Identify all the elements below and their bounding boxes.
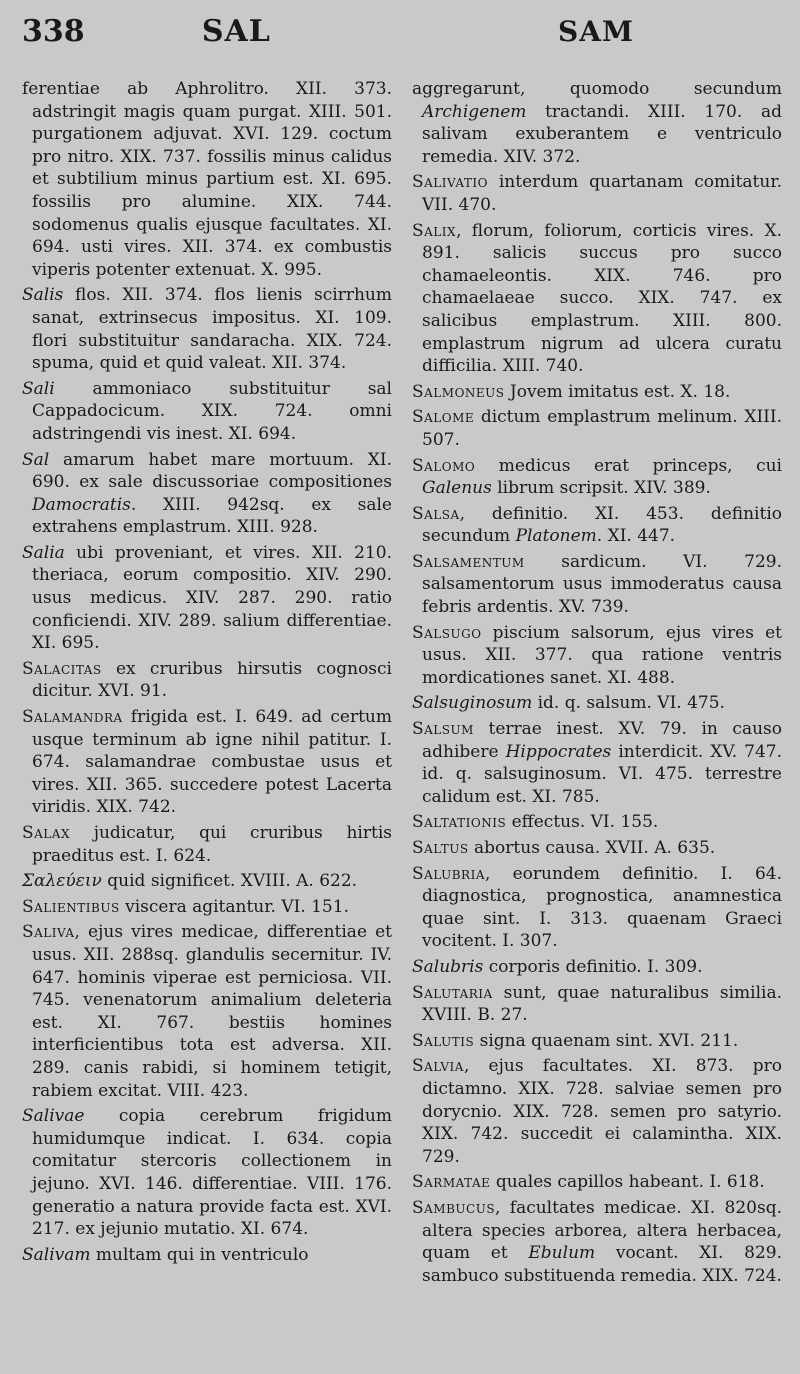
index-entry bbox=[22, 284, 392, 374]
entry-text: viscera agitantur. VI. 151. bbox=[119, 896, 349, 917]
entry-headword: Salmoneus bbox=[412, 381, 505, 402]
entry-headword: Salvia bbox=[412, 1056, 464, 1077]
page-number: 338 bbox=[22, 14, 85, 49]
index-entry bbox=[412, 837, 782, 860]
index-entry bbox=[22, 1244, 392, 1267]
index-entry bbox=[412, 1171, 782, 1194]
entry-text: , florum, foliorum, corticis vires. X. 891. salicis succus pro succo chamaeleontis. XIX. 746. pro chamaelaeae succo. XIX. 747. ex salicibus emplastrum. XIII. 800. emplastrum nigrum ad ulcera curatu difficilia. XIII. 740. bbox=[422, 220, 782, 377]
entry-text: sunt, quae naturalibus similia. XVIII. B. 27. bbox=[422, 982, 782, 1026]
entry-headword: Salivatio bbox=[412, 172, 488, 193]
entry-text: . XI. 447. bbox=[596, 526, 676, 547]
entry-headword: Salome bbox=[412, 407, 475, 428]
entry-headword: Sal bbox=[22, 449, 50, 470]
entry-headword: Salubris bbox=[412, 956, 484, 977]
index-entry bbox=[412, 1030, 782, 1053]
entry-headword: Salsa bbox=[412, 503, 460, 524]
entry-headword: Salax bbox=[22, 823, 70, 843]
entry-headword: Salivam bbox=[22, 1244, 91, 1265]
entry-text: Ebulum bbox=[528, 1243, 596, 1264]
entry-text: quid significet. XVIII. A. 622. bbox=[101, 871, 358, 892]
index-entry bbox=[412, 982, 782, 1027]
entry-text: quales capillos habeant. I. 618. bbox=[490, 1172, 765, 1193]
index-entry bbox=[412, 622, 782, 690]
entry-text: Galenus bbox=[422, 478, 492, 499]
entry-headword: Salacitas bbox=[22, 658, 102, 679]
index-entry bbox=[22, 870, 392, 893]
index-entry bbox=[22, 78, 392, 281]
index-entry bbox=[22, 822, 392, 867]
index-entry bbox=[412, 78, 782, 168]
entry-text: signa quaenam sint. XVI. 211. bbox=[474, 1030, 739, 1051]
entry-text: sardicum. VI. 729. salsamentorum usus immoderatus causa febris ardentis. XV. 739. bbox=[422, 551, 782, 618]
entry-headword: Salamandra bbox=[22, 707, 123, 728]
entry-headword: Salia bbox=[22, 542, 65, 563]
entry-headword: Salutaria bbox=[412, 982, 493, 1003]
index-entry bbox=[412, 551, 782, 619]
index-entry bbox=[22, 1105, 392, 1241]
index-entry bbox=[22, 896, 392, 919]
index-entry bbox=[412, 1197, 782, 1287]
entry-headword: Sambucus bbox=[412, 1197, 496, 1218]
entry-text: , definitio. XI. 453. definitio secundum bbox=[422, 503, 782, 547]
entry-headword: Salis bbox=[22, 285, 64, 306]
index-entry bbox=[412, 863, 782, 953]
entry-text: id. q. salsum. VI. 475. bbox=[532, 693, 725, 714]
entry-text: , facultates medicae. XI. 820sq. altera species arborea, altera herbacea, quam et bbox=[422, 1197, 782, 1264]
entry-headword: Salix bbox=[412, 220, 457, 241]
entry-text: amarum habet mare mortuum. XI. 690. ex sale discussoriae compositiones bbox=[32, 449, 392, 493]
index-entry bbox=[412, 220, 782, 378]
index-entry bbox=[22, 706, 392, 819]
entry-text: copia cerebrum frigidum humidumque indicat. I. 634. copia comitatur stercoris collectionem in jejuno. XVI. 146. differentiae. VIII. 176. generatio a natura provide facta est. XVI. 217. ex jejunio mutatio. XI. 674. bbox=[32, 1106, 392, 1240]
entry-text: ferentiae ab Aphrolitro. XII. 373. adstringit magis quam purgat. XIII. 501. purgationem adjuvat. XVI. 129. coctum pro nitro. XIX. 737. fossilis minus calidus et subtilium minus partium est. XI. 695. fossilis pro alumine. XIX. 744. sodomenus qualis ejusque facultates. XI. 694. usti vires. XII. 374. ex combustis viperis potenter extenuat. X. 995. bbox=[22, 79, 392, 280]
entry-text: aggregarunt, quomodo secundum bbox=[412, 79, 782, 99]
entry-headword: Salsugo bbox=[412, 622, 482, 643]
entry-text: multam qui in ventriculo bbox=[90, 1244, 309, 1265]
entry-headword: Saltus bbox=[412, 838, 469, 858]
running-head-left: SAL bbox=[201, 14, 271, 49]
entry-text: dictum emplastrum melinum. XIII. 507. bbox=[422, 407, 782, 450]
entry-text: medicus erat princeps, cui bbox=[475, 455, 782, 476]
entry-headword: Salivae bbox=[22, 1106, 85, 1127]
entry-text: flos. XII. 374. flos lienis scirrhum sanat, extrinsecus impositus. XI. 109. flori substituitur sandaracha. XIX. 724. spuma, quid et quid valeat. XII. 374. bbox=[32, 285, 392, 374]
running-head-right: SAM bbox=[558, 15, 634, 48]
entry-headword: Salsum bbox=[412, 719, 474, 740]
entry-text: interdum quartanam comitatur. VII. 470. bbox=[422, 172, 782, 215]
index-entry bbox=[22, 449, 392, 539]
index-entry bbox=[412, 1055, 782, 1168]
entry-headword: Sarmatae bbox=[412, 1172, 491, 1193]
entry-text: Jovem imitatus est. X. 18. bbox=[504, 381, 731, 402]
index-entry bbox=[412, 956, 782, 979]
entry-text: interdicit. XV. 747. id. q. salsuginosum. VI. 475. terrestre calidum est. XI. 785. bbox=[422, 741, 783, 807]
entry-text: , ejus vires medicae, differentiae et usus. XII. 288sq. glandulis secernitur. IV. 647. hominis viperae est perniciosa. VII. 745. venenatorum animalium deleteria est. XI. 767. bestiis homines interficientibus tota est adversa. XII. 289. canis rabidi, si hominem tetigit, rabiem excitat. VIII. 423. bbox=[32, 922, 392, 1101]
running-head bbox=[22, 14, 784, 56]
entry-text: Platonem bbox=[515, 526, 597, 547]
entry-headword: Salubria bbox=[412, 863, 485, 884]
index-entry bbox=[22, 378, 392, 446]
entry-headword: Sali bbox=[22, 378, 55, 399]
entry-text: corporis definitio. I. 309. bbox=[483, 956, 703, 977]
index-entry bbox=[412, 692, 782, 715]
index-entry bbox=[412, 503, 782, 548]
entry-text: tractandi. XIII. 170. ad salivam exuberantem e ventriculo remedia. XIV. 372. bbox=[422, 101, 782, 167]
index-entry bbox=[22, 542, 392, 655]
entry-text: effectus. VI. 155. bbox=[506, 812, 659, 833]
entry-headword: Σαλεύειν bbox=[22, 871, 102, 892]
left-column bbox=[22, 78, 392, 1290]
entry-headword: Salsamentum bbox=[412, 551, 525, 572]
entry-text: . XIII. 942sq. ex sale extrahens emplastrum. XIII. 928. bbox=[32, 494, 392, 538]
entry-text: abortus causa. XVII. A. 635. bbox=[468, 838, 716, 858]
entry-text: ammoniaco substituitur sal Cappadocicum. XIX. 724. omni adstringendi vis inest. XI. 694. bbox=[32, 378, 392, 444]
entry-text: frigida est. I. 649. ad certum usque terminum ab igne nihil patitur. I. 674. salamandrae combustae usus et vires. XII. 365. succedere potest Lacerta viridis. XIX. 742. bbox=[32, 707, 392, 818]
index-entry bbox=[412, 718, 782, 808]
entry-text: Hippocrates bbox=[505, 741, 612, 762]
index-entry bbox=[22, 921, 392, 1102]
text-columns bbox=[22, 78, 784, 1290]
entry-text: librum scripsit. XIV. 389. bbox=[491, 478, 711, 499]
index-entry bbox=[22, 658, 392, 703]
entry-text: piscium salsorum, ejus vires et usus. XII. 377. qua ratione ventris mordicationes sanet. XI. 488. bbox=[422, 622, 782, 688]
entry-text: , eorundem definitio. I. 64. diagnostica, prognostica, anamnestica quae sint. I. 313. quaenam Graeci vocitent. I. 307. bbox=[422, 863, 782, 952]
index-entry bbox=[412, 171, 782, 216]
entry-text: ubi proveniant, et vires. XII. 210. theriaca, eorum compositio. XIV. 290. usus medicus. XIV. 287. 290. ratio conficiendi. XIV. 289. salium differentiae. XI. 695. bbox=[32, 542, 392, 654]
entry-headword: Saltationis bbox=[412, 812, 507, 833]
entry-text: judicatur, qui cruribus hirtis praeditus est. I. 624. bbox=[32, 823, 392, 866]
entry-text: ex cruribus hirsutis cognosci dicitur. XVI. 91. bbox=[32, 658, 392, 702]
index-entry bbox=[412, 811, 782, 834]
index-entry bbox=[412, 406, 782, 451]
entry-headword: Salutis bbox=[412, 1030, 475, 1051]
entry-text: Damocratis bbox=[32, 494, 131, 515]
entry-headword: Saliva bbox=[22, 922, 75, 943]
entry-text: , ejus facultates. XI. 873. pro dictamno. XIX. 728. salviae semen pro dorycnio. XIX. 728. semen pro satyrio. XIX. 742. succedit ei calamintha. XIX. 729. bbox=[422, 1056, 782, 1167]
entry-text: terrae inest. XV. 79. in causo adhibere bbox=[422, 719, 782, 762]
entry-headword: Salomo bbox=[412, 455, 476, 476]
right-column bbox=[412, 78, 782, 1290]
entry-text: vocant. XI. 829. sambuco substituenda remedia. XIX. 724. bbox=[422, 1243, 782, 1286]
index-entry bbox=[412, 455, 782, 500]
index-entry bbox=[412, 381, 782, 404]
entry-headword: Salsuginosum bbox=[412, 693, 533, 714]
entry-text: Archigenem bbox=[422, 101, 527, 122]
entry-headword: Salientibus bbox=[22, 896, 120, 917]
